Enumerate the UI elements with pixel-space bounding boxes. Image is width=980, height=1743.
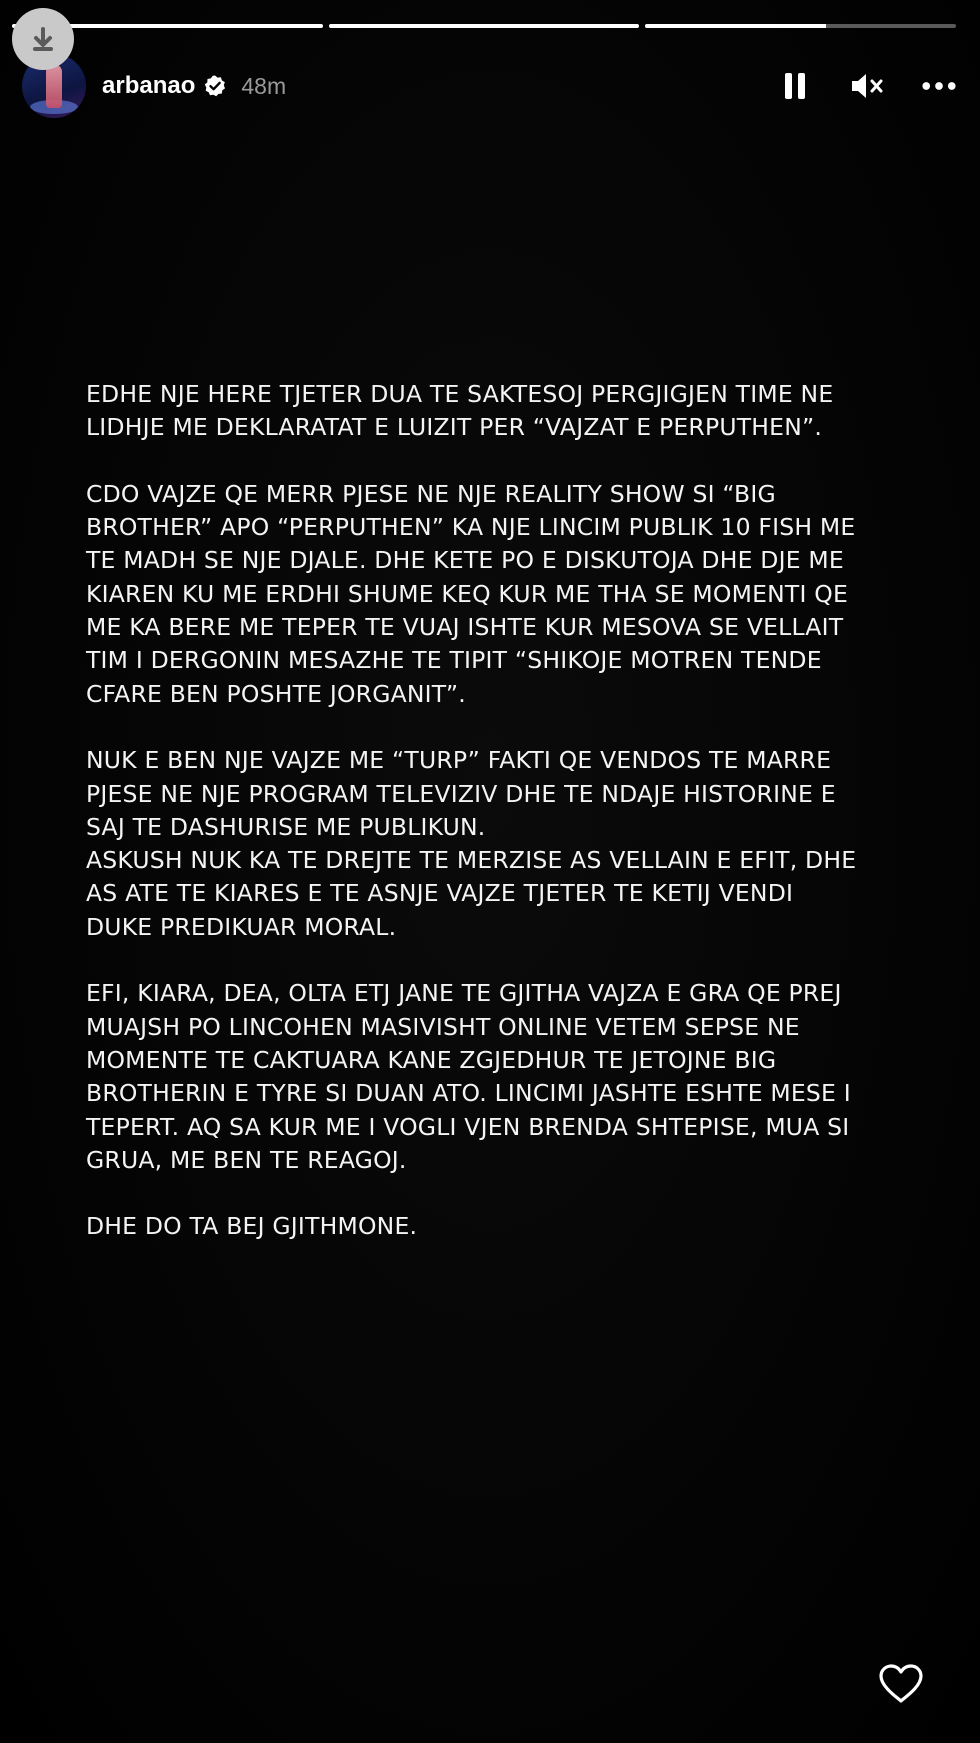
progress-segment-2 — [329, 24, 640, 28]
progress-segment-3 — [645, 24, 956, 28]
pause-icon[interactable] — [778, 69, 812, 103]
post-time: 48m — [241, 72, 287, 99]
avatar-figure — [46, 64, 62, 108]
story-header — [22, 54, 956, 118]
story-text — [86, 378, 906, 1244]
progress-fill-3 — [645, 24, 825, 28]
story-progress — [12, 24, 956, 28]
heart-outline-icon[interactable] — [878, 1663, 924, 1705]
download-arrow-icon[interactable] — [12, 8, 74, 70]
text-paragraph-4: EFI, KIARA, DEA, OLTA ETJ JANE TE GJITHA VAJZA E GRA QE PREJ MUAJSH PO LINCOHEN MASIVISHT ONLINE VETEM SEPSE NE MOMENTE TE CAKTUARA KANE ZGJEDHUR TE JETOJNE BIG BROTHERIN E TYRE SI DUAN ATO. LINCIMI JASHTE ESHTE MESE I TEPERT. AQ SA KUR ME I VOGLI VJEN BRENDA SHTEPISE, MUA SI GRUA, ME BEN TE REAGOJ. — [86, 979, 851, 1174]
text-paragraph-5: DHE DO TA BEJ GJITHMONE. — [86, 1212, 418, 1241]
story-controls — [778, 69, 956, 103]
more-dots-icon[interactable] — [922, 69, 956, 103]
text-paragraph-2: CDO VAJZE QE MERR PJESE NE NJE REALITY SHOW SI “BIG BROTHER” APO “PERPUTHEN” KA NJE LINCIM PUBLIK 10 FISH ME TE MADH SE NJE DJALE. DHE KETE PO E DISKUTOJA DHE DJE ME KIAREN KU ME ERDHI SHUME KEQ KUR ME THA SE MOMENTI QE ME KA BERE ME TEPER TE VUAJ ISHTE KUR MESOVA SE VELLAIT TIM I DERGONIN MESAZHE TE TIPIT “SHIKOJE MOTREN TENDE CFARE BEN POSHTE JORGANIT”. — [86, 479, 856, 708]
text-paragraph-1: EDHE NJE HERE TJETER DUA TE SAKTESOJ PERGJIGJEN TIME NE LIDHJE ME DEKLARATAT E LUIZIT PER “VAJZAT E PERPUTHEN”. — [86, 380, 834, 442]
text-paragraph-3: NUK E BEN NJE VAJZE ME “TURP” FAKTI QE VENDOS TE MARRE PJESE NE NJE PROGRAM TELEVIZIV DHE TE NDAJE HISTORINE E SAJ TE DASHURISE ME PUBLIKUN. ASKUSH NUK KA TE DREJTE TE MERZISE AS VELLAIN E EFIT, DHE AS ATE TE KIARES E TE ASNJE VAJZE TJETER TE KETIJ VENDI DUKE PREDIKUAR MORAL. — [86, 746, 857, 941]
verified-badge-icon — [203, 74, 227, 98]
progress-fill-2 — [329, 24, 640, 28]
username[interactable]: arbanao — [102, 72, 196, 99]
speaker-muted-icon[interactable] — [850, 69, 884, 103]
